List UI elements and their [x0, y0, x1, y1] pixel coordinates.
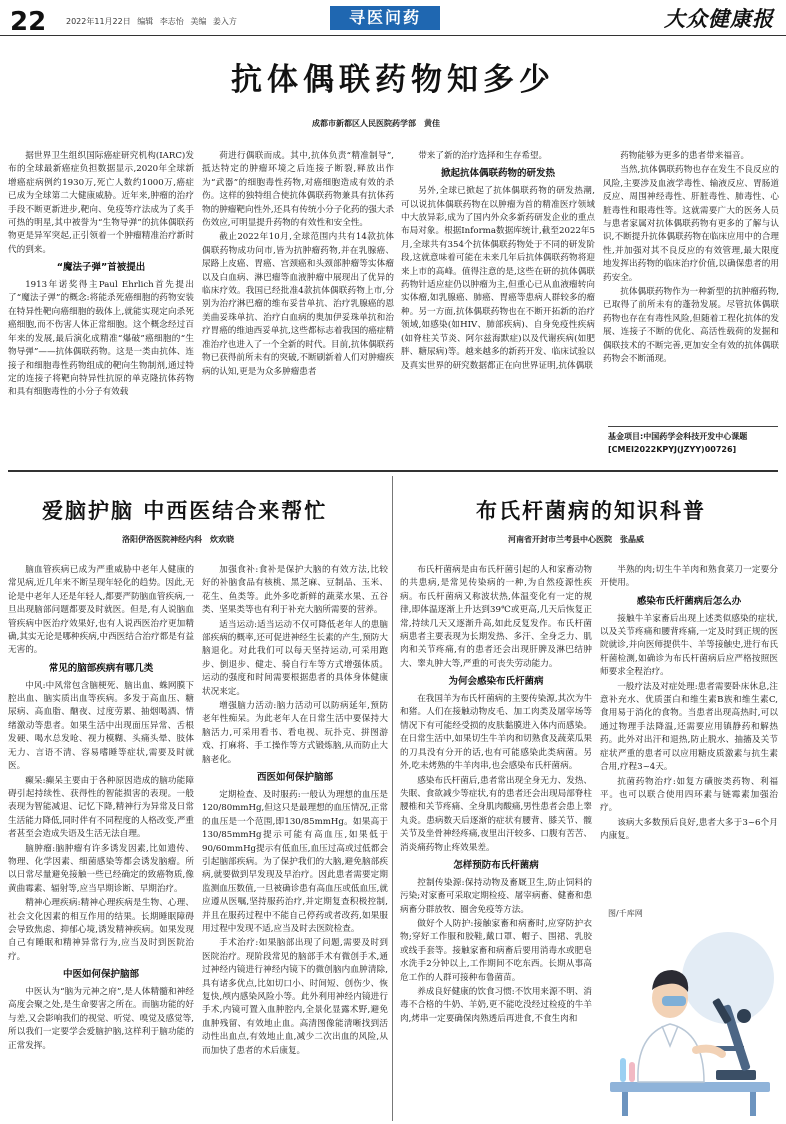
article3-column-1: [400, 564, 592, 1120]
article2-byline: 洛阳伊洛医院神经内科 炊欢晓: [122, 535, 234, 544]
section-divider: [8, 470, 778, 472]
editor-credit: 编辑 李志怡: [137, 17, 184, 26]
paragraph: 定期检查、及时服药:一般认为理想的血压是120/80mmHg,但这只是最理想的血压情况,正常的血压是一个范围,即130/85mmHg。如果高于130/85mmHg提示可能有高血压,如果低于90/60mmHg提示有低血压,血压过高或过低都会引起脑部疾病。为了保护我们的大脑,避免脑部疾病,就要做到早发现及早治疗。因此患者需要定期监测血压数值,一旦被确诊患有高血压或低血压,就应遵从医嘱,坚持服药治疗,并定期复查积极控制,并且在服药过程中不能自己停药或者改药,如果服用过程中发现不适,应当及时去医院检查。: [202, 789, 388, 934]
article3-title: 布氏杆菌病的知识科普: [476, 499, 706, 523]
paragraph: 带来了新的治疗选择和生存希望。: [418, 151, 548, 161]
paragraph: 抗体偶联药物作为一种新型的抗肿瘤药物,已取得了前所未有的蓬勃发展。尽管抗体偶联药物也存在有毒性风险,但随着工程化抗体的发展、连接子不断的优化、高活性载荷的发掘和偶联技术的不断完善,更加安全有效的抗体偶联药物会不断涌现。: [603, 287, 779, 365]
paragraph: 当然,抗体偶联药物也存在发生不良反应的风险,主要涉及血液学毒性、输液反应、胃肠道反应、周围神经毒性、肝脏毒性、肺毒性、心脏毒性和眼毒性等。这就需要广大的医务人员与患者家属对抗体偶联药物有更多的了解与认识,不断提升抗体偶联药物在临床应用中的合理性,并加强对其不良反应的有效管理,最大限度地发挥出药物的临床治疗价值,以确保患者的用药安全。: [603, 165, 779, 283]
article1-column-3: [401, 150, 595, 466]
article1-column-2: [202, 150, 394, 466]
paragraph: 中风:中风常包含脑梗死、脑出血、蛛网膜下腔出血、脑实质出血等疾病。多发于高血压、糖尿病、高血脂、酗夜、过度劳累、抽烟喝酒、情绪激动等患者。如果生活中出现面压异常、舌根发硬、喝水总发呛、视力模糊、头痛头晕、肢体无力、言语不清、容易嗜睡等症状,需要及时就医。: [8, 680, 194, 772]
paragraph: 接触牛羊家畜后出现上述类似感染的症状,以及关节疼痛和腰背疼痛,一定及时到正规的医院就诊,并向医师提供牛、羊等接触史,进行布氏杆菌检测,如确诊为布氏杆菌病后应严格按照医师要求全程治疗。: [600, 613, 778, 678]
illustration-credit: 图/千库网: [608, 909, 643, 918]
article1-column-1: [8, 150, 194, 466]
article2-subheading-2: 中医如何保护脑部: [62, 969, 139, 981]
paragraph: 手术治疗:如果脑部出现了问题,需要及时到医院治疗。现阶段常见的脑部手术有微创手术,通过神经内镜进行神经内镜下的微创脑内血肿清除,具有诸多优点,比如切口小、时间短、创伤少、恢复快,颅内感染风险小等。此外利用神经内镜进行手术,内镜可置入血肿腔内,全景化显露术野,避免血肿残留、有效地止血。高清图像能清晰找到活动性出血点,有效地止血,减少二次出血的风险,从而加快了患者的术后康复。: [202, 938, 388, 1056]
paragraph: 该病大多数预后良好,患者大多于3~6个月内康复。: [600, 817, 778, 842]
paragraph: 在我国羊为布氏杆菌病的主要传染源,其次为牛和猪。人们在接触动物皮毛、加工肉类及屠宰场等情况下有可能经受损的皮肤黏膜进入体内而感染。在日常生活中,如果切生牛羊肉和切熟食及蔬菜瓜果的刀具没有分开的话,也有可能感染此类病菌。另外,吃未烤熟的牛羊肉串,也会感染布氏杆菌病。: [400, 694, 592, 772]
article2-title: 爱脑护脑 中西医结合来帮忙: [42, 499, 328, 523]
paragraph: 另外,全球已掀起了抗体偶联药物的研发热潮,可以说抗体偶联药物在以肿瘤为首的精准医疗领域中大放异彩,成为了国内外众多新药研发企业的重点布局对象。根据Informa数据库统计,截至2022年5月,全球共有354个抗体偶联药物处于不同的研发阶段,这就意味着可能在未来几年后抗体偶联药物将迎来上市的高峰。值得注意的是,这些在研的抗体偶联药物针适应症仍以肿瘤为主,但重心已从血液瘤转向实体瘤,如乳腺癌、肺癌、胃癌等患病人群较多的瘤种。另一方面,抗体偶联药物也在不断开拓新的治疗领域,如感染(如HIV、肺部疾病)、自身免疫性疾病(如脊柱关节炎、阿尔兹海默症)以及代谢疾病(如肥胖、糖尿病)等。越来越多的新药开发、临床试验以及真实世界的研究数据都正在向世界证明,抗体偶联: [401, 186, 595, 371]
article3-column-2: [600, 564, 778, 882]
article1-column-4: [603, 150, 779, 422]
paragraph: 做好个人防护:接触家畜和病畜时,应穿防护衣物;穿好工作服和胶鞋,戴口罩、帽子、围裙、乳胶或线手套等。接触家畜和病畜后要用消毒水或肥皂水洗手2分钟以上,工作期间不吃东西。长期从事高危工作的人群可接种布鲁菌苗。: [400, 918, 592, 983]
page-header: [0, 0, 786, 36]
paragraph: 加强食补:食补是保护大脑的有效方法,比较好的补脑食品有核桃、黑芝麻、豆制品、玉米、花生、鱼类等。此外多吃新鲜的蔬菜水果、五谷类、坚果类等也有利于补充大脑所需要的营养。: [202, 565, 388, 616]
paragraph: 精神心理疾病:精神心理疾病是生物、心理、社会文化因素的相互作用的结果。长期睡眠障碍会导致焦虑、抑郁心境,诱发精神疾病。如果发现自己有睡眠和精神异常行为,应当及时到医院治疗。: [8, 898, 194, 962]
paragraph: 适当运动:适当运动不仅可降低老年人的患脑部疾病的概率,还可促进神经生长素的产生,预防大脑退化。对此我们可以每天坚持运动,可采用跑步、倒退步、健走、骑自行车等方式增强体质。运动的强度和时间需要根据患者的具体身体健康状况来定。: [202, 619, 388, 697]
issue-meta: [66, 16, 237, 28]
fund-note: 基金项目:中国药学会科技开发中心课题[CMEI2022KPYJ(JZYY)00726]: [608, 426, 778, 457]
article3-subheading-1: 为何会感染布氏杆菌病: [448, 676, 544, 688]
article2-subheading-1: 常见的脑部疾病有哪几类: [48, 662, 154, 674]
paragraph: 增强脑力活动:脑力活动可以防病延年,预防老年性痴呆。为此老年人在日常生活中要保持大脑活力,可采用看书、看电视、玩扑克、拼图游戏、打麻将、手工操作等方式锻炼脑,从而防止大脑老化。: [202, 701, 388, 765]
paragraph: 荷进行偶联而成。其中,抗体负责“精准制导”,抵达特定的肿瘤环境之后连接子断裂,释放出作为“武器”的细胞毒性药物,对癌细胞造成有效的杀伤。这样的独特组合使抗体偶联药物兼具有抗体药物的肿瘤靶向性外,还具有传统小分子化药的强大杀伤效应,可明显提升药物的有效性和安全性。: [202, 151, 394, 229]
article2-subheading-3: 西医如何保护脑部: [256, 772, 333, 784]
page-number: 22: [10, 7, 47, 37]
microscope-illustration: [600, 886, 778, 1118]
paragraph: 抗菌药物治疗:如复方磺胺类药物、利福平。也可以联合使用四环素与链霉素加强治疗。: [600, 776, 778, 814]
article1-byline: 成都市新都区人民医院药学部 黄佳: [312, 119, 440, 128]
article3-subheading-3: 感染布氏杆菌病后怎么办: [636, 595, 742, 607]
paragraph: 脑血管疾病已成为严重威胁中老年人健康的常见病,近几年来不断呈现年轻化的趋势。因此,无论是中老年人还是年轻人,都要严防脑血管疾病,一旦出现脑部问题都要及时就医。但是,有人说脑血管疾病中医治疗效果好,也有人说西医治疗更加精确,其实无论是哪种疾病,中西医结合治疗都是有益无害的。: [8, 565, 194, 656]
column-divider: [392, 476, 393, 1121]
doctor-microscope-icon: [600, 886, 778, 1118]
paragraph: 据世界卫生组织国际癌症研究机构(IARC)发布的全球最新癌症负担数据显示,2020年全球新增癌症病例约1930万,死亡人数约1000万,癌症已成为全球第二大健康威胁。近年来,肿瘤的治疗手段不断更新进步,靶向、免疫等疗法成为了炙手可热的明星,其中被誉为“生物导弹”的抗体偶联药物更是异军突起,正引领着一个肿瘤精准治疗新时代的到来。: [8, 151, 194, 255]
issue-date: 2022年11月22日: [66, 17, 131, 26]
article2-column-1: [8, 564, 194, 1120]
paragraph: 截止2022年10月,全球范围内共有14款抗体偶联药物成功问市,皆为抗肿瘤药物,并在乳腺癌、尿路上皮癌、胃癌、宫颈癌和头颈部肿瘤等实体瘤以及白血病、淋巴瘤等血液肿瘤中展现出了优异的临床疗效。我国已经批准4款抗体偶联药物上市,分别为治疗淋巴瘤的维布妥昔单抗、治疗乳腺癌的恩美曲妥珠单抗、治疗白血病的奥加伊妥珠单抗和治疗胃癌的维迪西妥单抗,这些都标志着我国的癌症精准治疗也进入了一个全新的时代。目前,抗体偶联药物已获得前所未有的突破,不断刷新着人们对肿瘤疾病的认知,更是为众多肿瘤患者: [202, 232, 394, 377]
paragraph: 癫呆:癫呆主要由于各种原因造成的脑功能障碍引起持续性、获得性的智能损害的表现。一般表现为智能减退、记忆下降,精神行为异常及日常生活能力降低,同时伴有不同程度的人格改变,严重者甚至会造成失语及生活无法自理。: [8, 775, 194, 840]
paragraph: 半熟的肉;切生牛羊肉和熟食菜刀一定要分开使用。: [600, 565, 778, 589]
paragraph: 脑肿瘤:脑肿瘤有许多诱发因素,比如遗传、物理、化学因素、细菌感染等都会诱发脑瘤。所以日常尽量避免接触一些已经确定的致癌物质,像黄曲霉素、辐射等,应当早期诊断、早期治疗。: [8, 843, 194, 894]
article3-subheading-2: 怎样预防布氏杆菌病: [453, 859, 539, 871]
paragraph: 养成良好健康的饮食习惯:不饮用来源不明、消毒不合格的牛奶、羊奶,更不能吃没经过检疫的牛羊肉,烤串一定要确保肉熟透后再进食,不食生肉和: [400, 987, 592, 1024]
section-tag: 寻医问药: [330, 6, 440, 30]
designer-credit: 美编 姜入方: [190, 17, 237, 26]
article1-subheading-1: “魔法子弹”首被提出: [56, 262, 146, 274]
paragraph: 药物能够为更多的患者带来福音。: [620, 151, 750, 161]
article1-title: 抗体偶联药物知多少: [231, 62, 555, 98]
article1-subheading-2: 掀起抗体偶联药物的研发热: [440, 168, 555, 180]
paragraph: 感染布氏杆菌后,患者常出现全身无力、发热、失眠、食欲减少等症状,有的患者还会出现局部脊柱腰椎和关节疼痛、全身肌肉酸痛,男性患者会患上睾丸炎。患病数天后逐渐的症状有腰背、膝关节、髋关节及坐骨神经疼痛,夜里出汗较多、口腹有苦苦、消炎痛药物止疼效果差。: [400, 775, 592, 853]
paragraph: 布氏杆菌病是由布氏杆菌引起的人和家畜动物的共患病,是常见传染病的一种,为自然疫源性疾病。布氏杆菌病又称波状热,体温变化有一定的规律,即体温逐渐上升达到39℃或更高,几天后恢复正常,持续几天又逐渐升高,如此反复发作。布氏杆菌病患者主要表现为长期发热、多汗、全身乏力、肌肉和关节疼痛,有的患者还会出现肝脾及淋巴结肿大、睾丸肿大等,严重的可丧失劳动能力。: [400, 565, 592, 669]
paragraph: 控制传染源:保持动物及畜厩卫生,防止饲料的污染;对家畜可采取定期检疫、屠宰病畜、健畜和患病畜分群放牧、圈舍免疫等方法。: [400, 877, 592, 915]
article3-byline: 河南省开封市兰考县中心医院 张晶威: [508, 535, 644, 544]
paragraph: 中医认为“脑为元神之府”,是人体精髓和神经高度会聚之处,是生命要害之所在。而脑功能的好与差,又会影响我们的视觉、听觉、嗅觉及感觉等,所以我们一定要学会爱脑护脑,这样利于脑功能的正常发挥。: [8, 987, 194, 1051]
paragraph: 1913年诺奖得主Paul Ehrlich首先提出了“魔法子弹”的概念:将能杀死癌细胞的药物安装在特异性靶向癌细胞的载体上,就能实现定向杀死癌细胞,而不伤害人体正常细胞。这个概念经过百年来的发展,最后演化成精准“爆破”癌细胞的“生物导弹”——抗体偶联药物。这是一类由抗体、连接子和细胞毒性药物组成的靶向生物制剂,通过特定的连接子将靶向特异性抗原的单克隆抗体药物和具有细胞毒性的小分子有效载: [8, 280, 194, 398]
article2-column-2: [202, 564, 388, 1120]
masthead-logo: 大众健康报: [664, 6, 774, 31]
paragraph: 一般疗法及对症处理:患者需要卧床休息,注意补充水、优质蛋白和维生素B族和维生素C,食用易于消化的食物。当患者出现高热时,可以通过物理手法降温,还需要应用镇静药和解热药。此外对出汗和退热,防止脱水、抽搐及关节症状严重的患者可以应用糖皮质激素与抗生素合用,疗程3~4天。: [600, 681, 778, 773]
